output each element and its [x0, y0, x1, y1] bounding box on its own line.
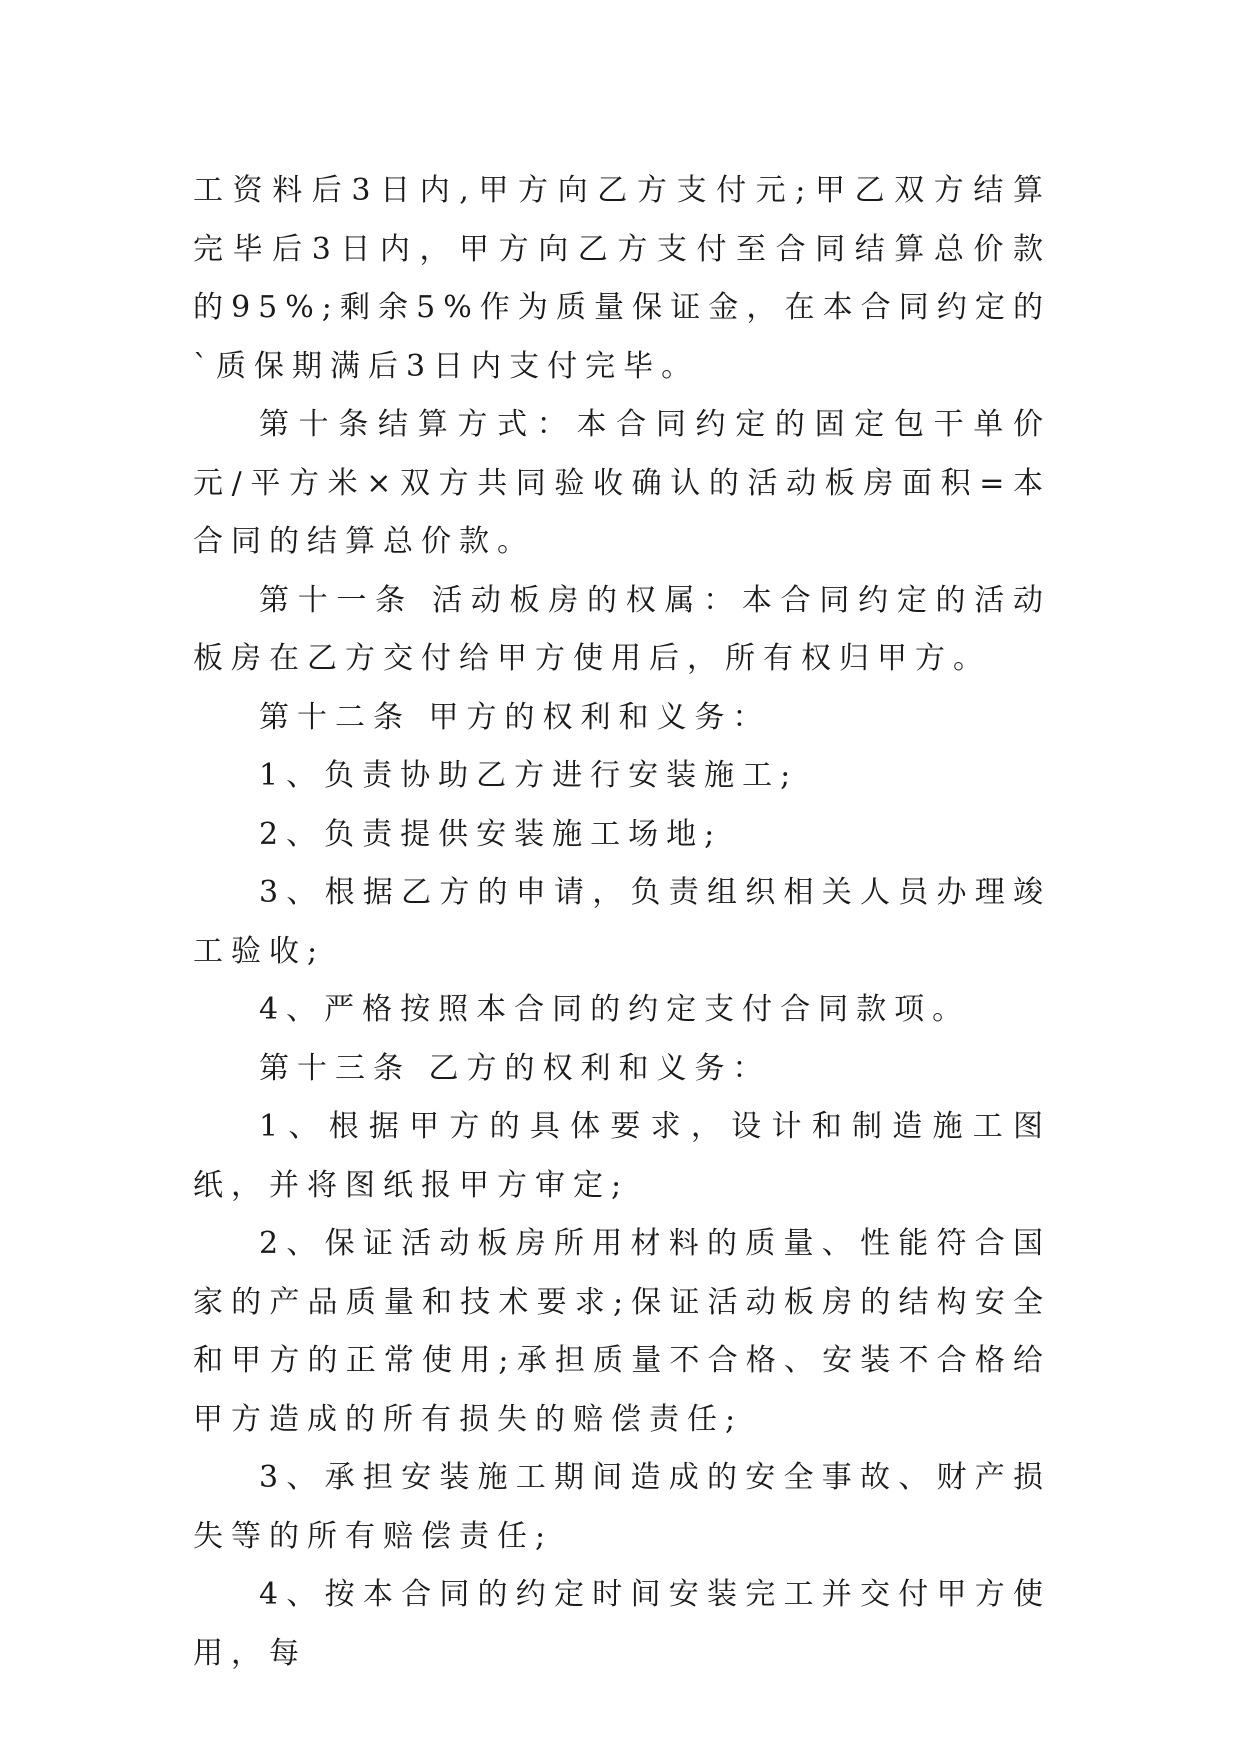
list-item: 1、负责协助乙方进行安装施工;	[259, 758, 799, 793]
paragraph-article-10: 第十条结算方式：本合同约定的固定包干单价元/平方米×双方共同验收确认的活动板房面积=本合同的结算总价款。	[193, 407, 1051, 559]
paragraph-article-11: 第十一条 活动板房的权属：本合同约定的活动板房在乙方交付给甲方使用后，所有权归甲方。	[193, 582, 1051, 676]
list-item: 2、保证活动板房所用材料的质量、性能符合国家的产品质量和技术要求;保证活动板房的结构安全和甲方的正常使用;承担质量不合格、安装不合格给甲方造成的所有损失的赔偿责任;	[193, 1226, 1051, 1437]
list-item: 3、根据乙方的申请，负责组织相关人员办理竣工验收;	[193, 875, 1051, 969]
list-item: 1、根据甲方的具体要求，设计和制造施工图纸，并将图纸报甲方审定;	[193, 1109, 1051, 1203]
paragraph-payment-terms: 工资料后3日内,甲方向乙方支付元;甲乙双方结算完毕后3日内，甲方向乙方支付至合同结算总价款的95%;剩余5%作为质量保证金，在本合同约定的`质保期满后3日内支付完毕。	[193, 173, 1051, 384]
paragraph-article-12-heading: 第十二条 甲方的权利和义务：	[259, 699, 771, 735]
list-item: 4、按本合同的约定时间安装完工并交付甲方使用，每	[193, 1577, 1051, 1671]
document-body	[193, 162, 1051, 1683]
paragraph-article-13-heading: 第十三条 乙方的权利和义务：	[259, 1050, 771, 1086]
list-item: 2、负责提供安装施工场地;	[259, 816, 723, 852]
list-item: 4、严格按照本合同的约定支付合同款项。	[259, 992, 971, 1027]
list-item: 3、承担安装施工期间造成的安全事故、财产损失等的所有赔偿责任;	[193, 1460, 1051, 1554]
